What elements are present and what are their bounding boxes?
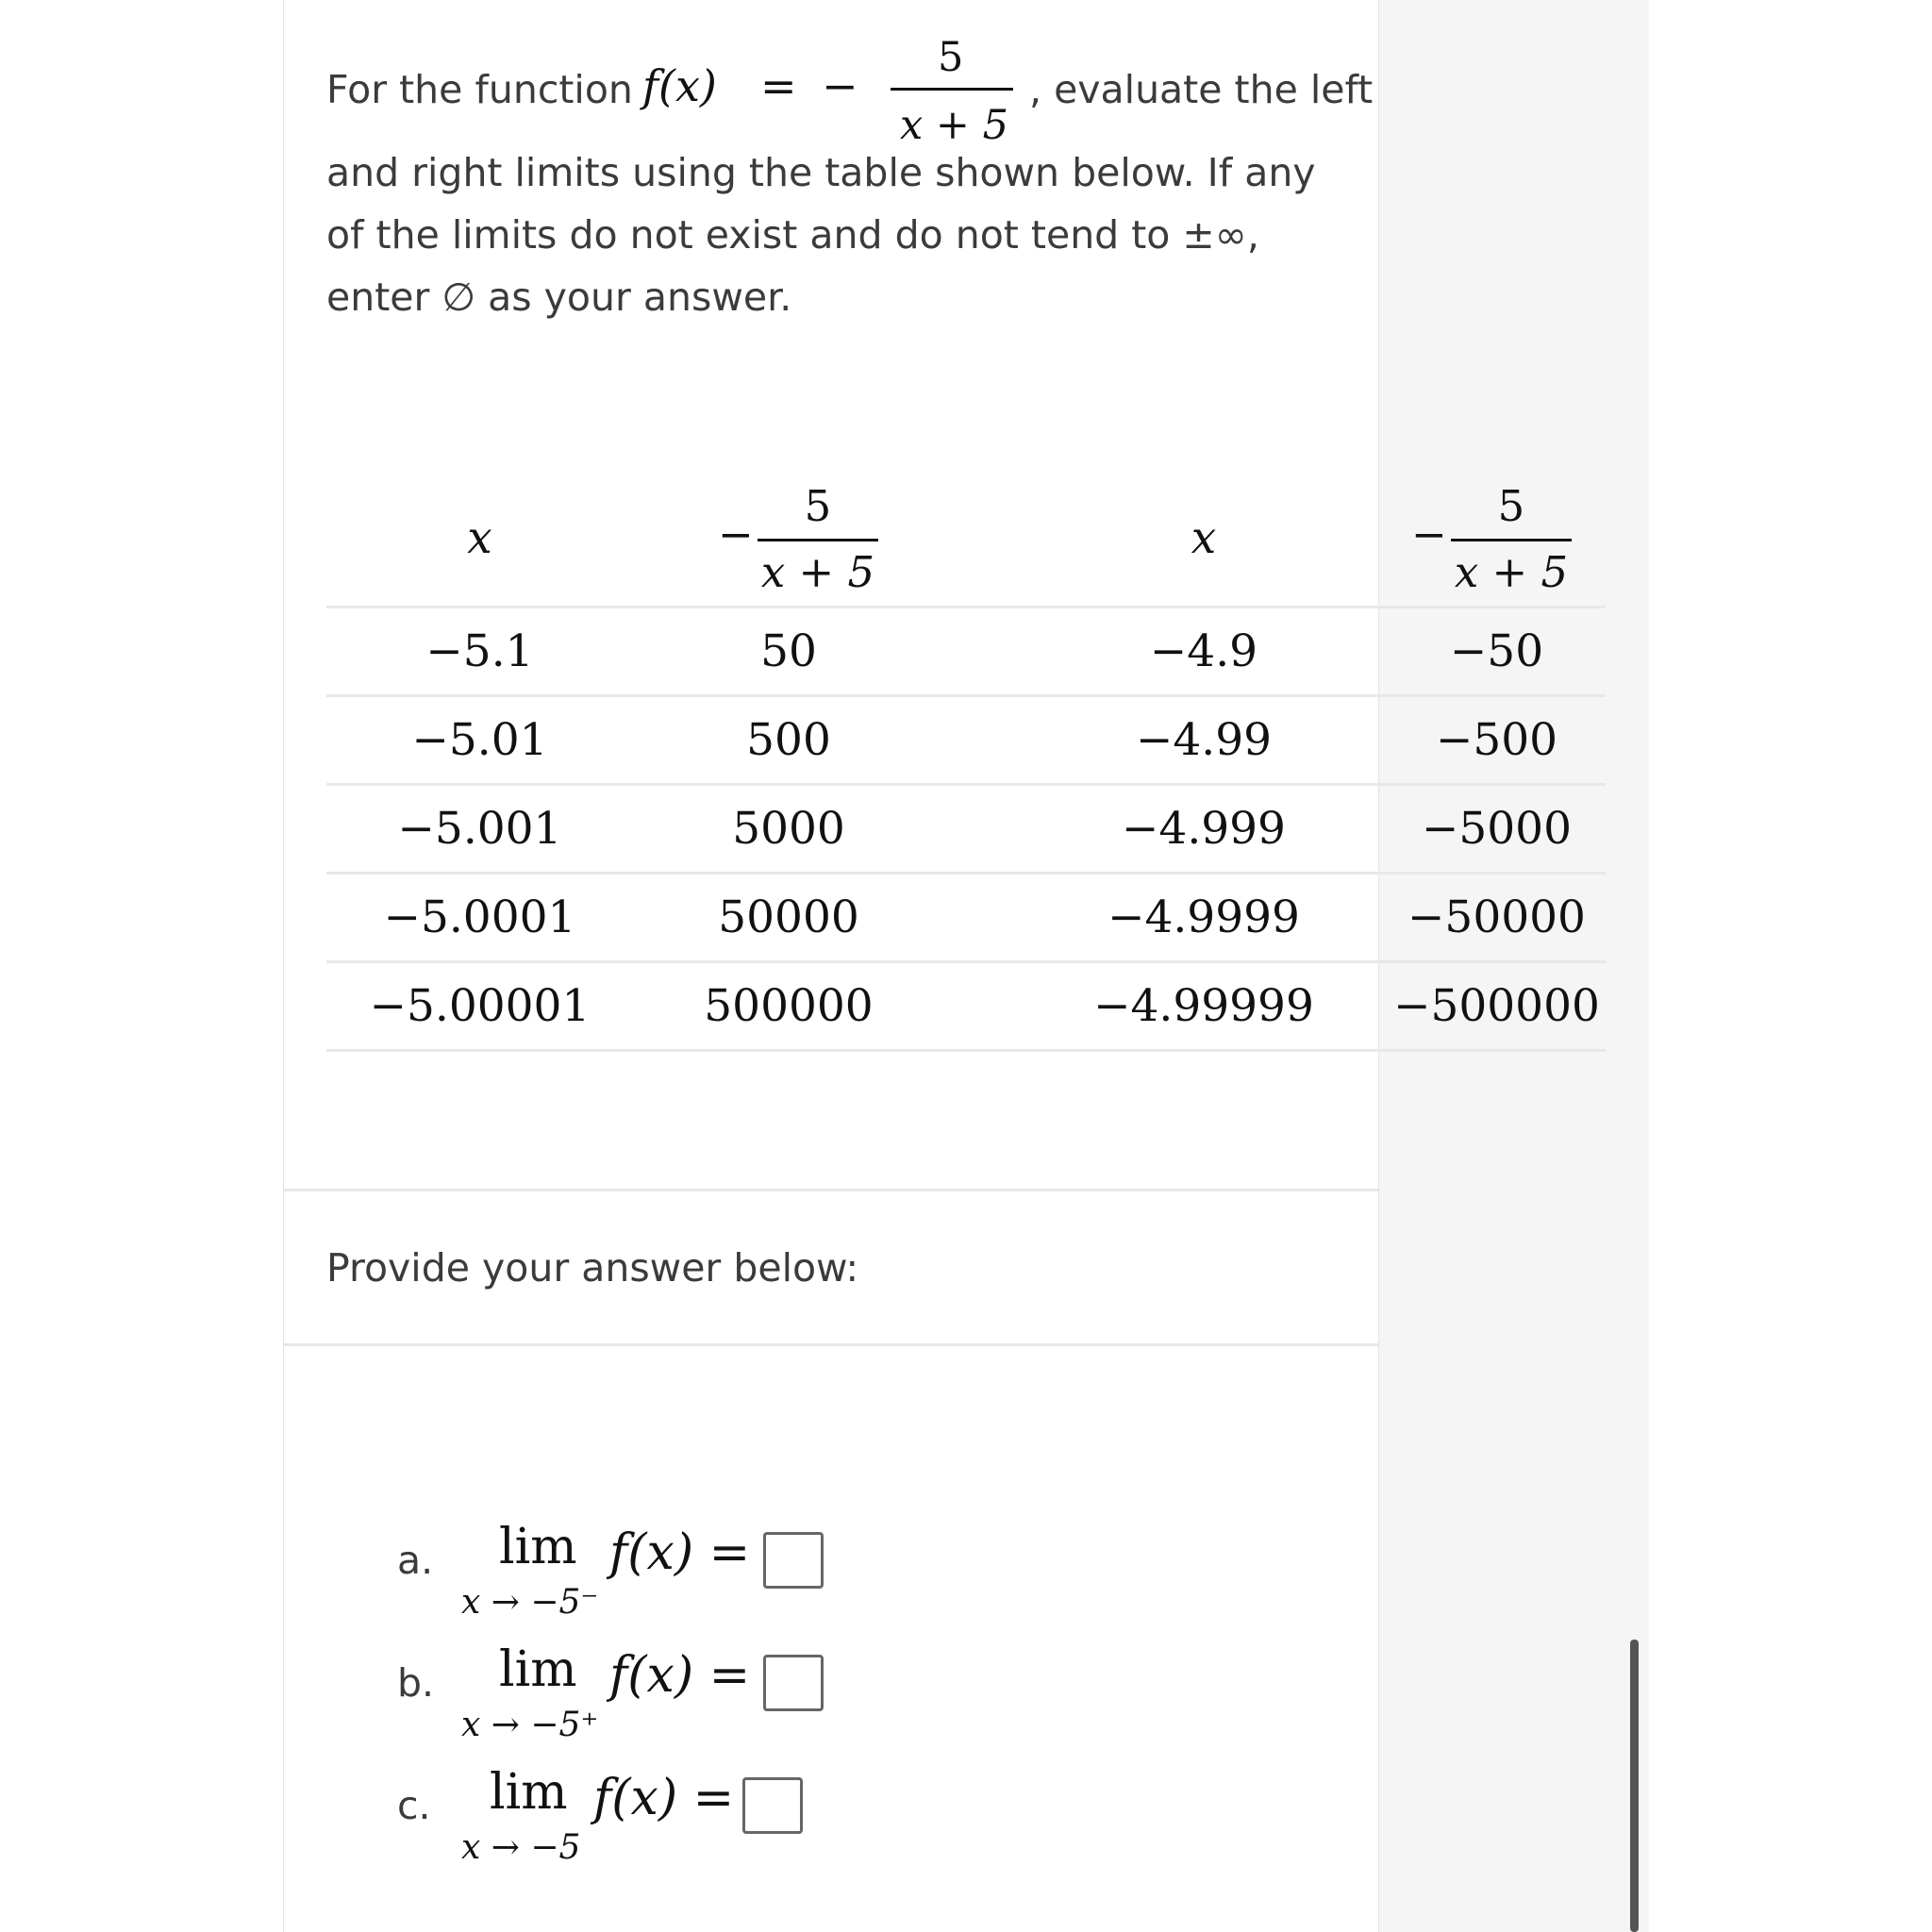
f-right-value: −500 [1435, 714, 1558, 766]
section-divider [284, 1343, 1378, 1346]
fraction-bar [891, 88, 1013, 91]
f-left-value: 500000 [704, 980, 874, 1032]
header-f-right-minus: − [1411, 509, 1447, 559]
table-row [326, 963, 1606, 1052]
minus-sign: − [822, 60, 858, 111]
header-x-left: x [467, 512, 492, 564]
x-right-value: −4.99999 [1093, 980, 1314, 1032]
equals-sign: = [760, 60, 797, 111]
f-left-value: 500 [746, 714, 831, 766]
f-left-value: 50 [760, 625, 817, 677]
question-intro: For the function [326, 67, 633, 112]
x-right-value: −4.99 [1135, 714, 1273, 766]
lim-subscript: x → −5 [461, 1828, 581, 1867]
lim-operator: lim [490, 1764, 568, 1821]
answer-label: b. [397, 1660, 435, 1706]
lim-function: f(x) = [609, 1647, 751, 1704]
header-x-right: x [1191, 512, 1217, 564]
answer-item-c [397, 1764, 963, 1868]
table-row [326, 697, 1606, 786]
f-right-value: −5000 [1422, 803, 1572, 855]
f-right-value: −50 [1449, 625, 1544, 677]
x-right-value: −4.9 [1149, 625, 1258, 677]
lim-operator: lim [499, 1519, 577, 1575]
lim-function: f(x) = [609, 1524, 751, 1581]
answer-input-c[interactable] [742, 1777, 803, 1834]
lim-subscript: x → −5⁻ [461, 1583, 599, 1622]
header-f-left-minus: − [718, 509, 754, 559]
f-right-value: −500000 [1393, 980, 1600, 1032]
function-name: f(x) [642, 60, 717, 111]
header-f-left-numerator: 5 [804, 481, 832, 531]
table-row [326, 608, 1606, 697]
question-card [283, 0, 1600, 1932]
question-paragraph: and right limits using the table shown below. If any of the limits do not exist and do not tend to ±∞, enter ∅ as your answer. [326, 150, 1316, 320]
header-f-right-numerator: 5 [1497, 481, 1525, 531]
fraction-denominator: x + 5 [900, 102, 1008, 149]
header-f-right-denominator: x + 5 [1454, 547, 1569, 597]
f-left-value: 5000 [732, 803, 845, 855]
x-left-value: −5.0001 [383, 891, 576, 943]
x-left-value: −5.1 [425, 625, 534, 677]
f-right-value: −50000 [1407, 891, 1586, 943]
question-after: , evaluate the left [1029, 67, 1374, 112]
table-row [326, 786, 1606, 874]
section-divider [284, 1189, 1378, 1191]
x-left-value: −5.00001 [369, 980, 591, 1032]
answer-input-a[interactable] [763, 1532, 824, 1589]
x-right-value: −4.999 [1122, 803, 1286, 855]
answer-input-b[interactable] [763, 1655, 824, 1711]
table-row [326, 874, 1606, 963]
limit-table [326, 472, 1606, 1052]
x-left-value: −5.01 [411, 714, 548, 766]
header-f-right-bar [1451, 539, 1572, 541]
answer-prompt: Provide your answer below: [326, 1245, 859, 1291]
lim-function: f(x) = [593, 1770, 735, 1826]
lim-operator: lim [499, 1641, 577, 1698]
scrollbar[interactable] [1630, 1640, 1639, 1932]
header-f-left-denominator: x + 5 [760, 547, 875, 597]
answer-label: c. [397, 1783, 431, 1828]
f-left-value: 50000 [718, 891, 859, 943]
fraction-numerator: 5 [938, 34, 964, 81]
x-right-value: −4.9999 [1108, 891, 1300, 943]
lim-subscript: x → −5⁺ [461, 1706, 599, 1744]
x-left-value: −5.001 [397, 803, 562, 855]
table-header [326, 472, 1606, 608]
answer-item-a [397, 1519, 963, 1623]
header-f-left-bar [758, 539, 878, 541]
answer-item-b [397, 1641, 963, 1745]
answer-label: a. [397, 1538, 434, 1583]
